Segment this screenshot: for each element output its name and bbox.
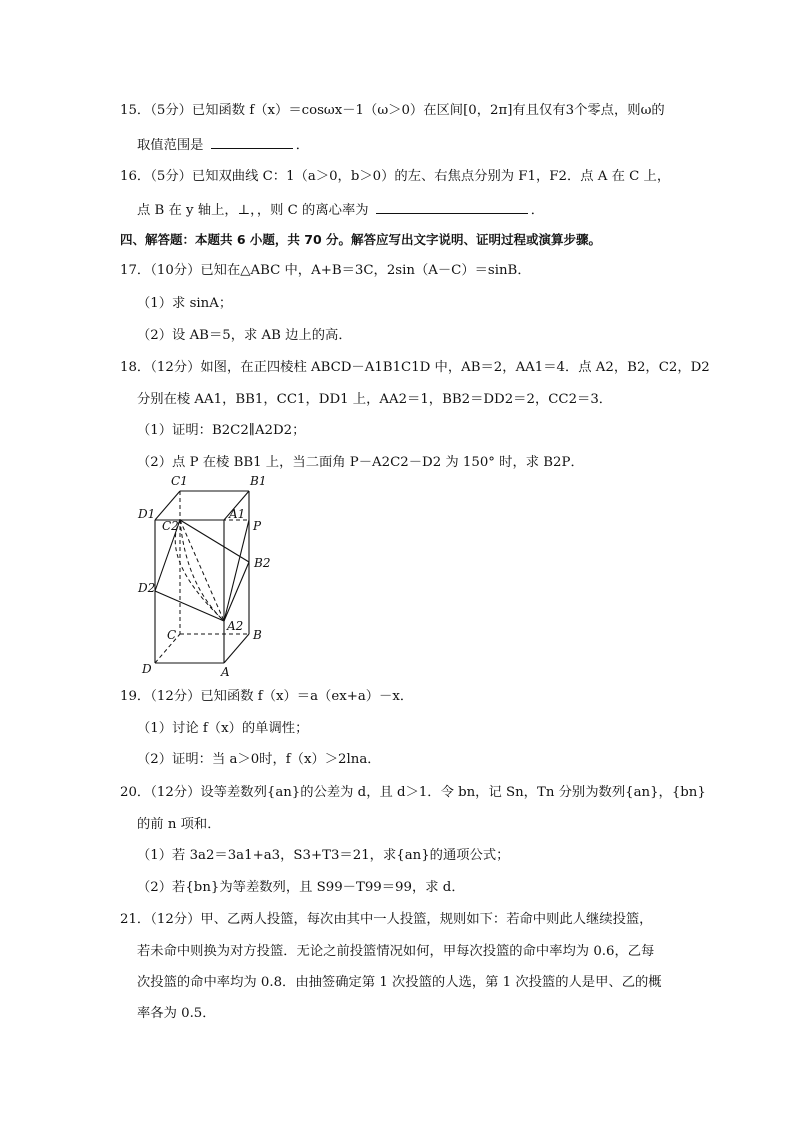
q21-line3: 次投篮的命中率均为 0.8．由抽签确定第 1 次投篮的人选，第 1 次投篮的人是甲、乙的概 [137,975,662,990]
prism-figure [130,468,280,680]
q20-part1: （1）若 3a2＝3a1+a3，S3+T3＝21，求{an}的通项公式； [137,848,510,863]
label-c2: C2 [162,519,179,533]
label-a2: A2 [227,619,244,633]
label-p: P [253,519,262,533]
q16-line2 [137,201,544,219]
q19-part2: （2）证明：当 a＞0时，f（x）＞2lna． [137,752,381,767]
section-heading: 四、解答题：本题共 6 小题，共 70 分。解答应写出文字说明、证明过程或演算步骤。 [120,232,602,247]
q16-answer-blank[interactable] [376,201,528,214]
q20-line2: 的前 n 项和． [137,817,221,832]
q21-line1: 21．（12分）甲、乙两人投篮，每次由其中一人投篮，规则如下：若命中则此人继续投篮， [120,912,653,927]
q19-part1: （1）讨论 f（x）的单调性； [137,721,309,736]
q16-line1: 16．（5分）已知双曲线 C：1（a＞0，b＞0）的左、右焦点分别为 F1，F2．点 A 在 C 上， [120,169,671,184]
label-b2: B2 [254,556,271,570]
q21-line2: 若未命中则换为对方投篮．无论之前投篮情况如何，甲每次投篮的命中率均为 0.6，乙每 [137,944,655,959]
label-d: D [142,662,152,676]
label-b: B [253,628,262,642]
q17-part1: （1）求 sinA； [137,296,233,311]
label-c: C [167,628,177,642]
q20-part2: （2）若{bn}为等差数列，且 S99－T99＝99，求 d． [137,880,465,895]
q18-line1: 18．（12分）如图，在正四棱柱 ABCD－A1B1C1D 中，AB＝2，AA1＝4．点 A2，B2，C2，D2 [120,360,710,375]
q21-line4: 率各为 0.5． [137,1006,216,1021]
q16-text: 点 B 在 y 轴上，⊥，，则 C 的离心率为 [137,203,369,218]
label-b1: B1 [250,474,267,488]
label-a1: A1 [229,507,246,521]
q18-part1: （1）证明：B2C2∥A2D2； [137,423,306,438]
q15-end: ． [295,138,310,153]
q15-text: 取值范围是 [137,138,204,153]
q19-line1: 19．（12分）已知函数 f（x）＝a（ex+a）－x． [120,689,414,704]
q15-line1: 15．（5分）已知函数 f（x）＝cosωx－1（ω＞0）在区间[0，2π]有且仅有3个零点，则ω的 [120,103,665,118]
q17-part2: （2）设 AB＝5，求 AB 边上的高． [137,328,352,343]
q16-end: ． [530,203,545,218]
label-d2: D2 [138,581,156,595]
q15-line2 [137,136,309,154]
label-a: A [221,665,230,679]
q17-line1: 17．（10分）已知在△ABC 中，A+B＝3C，2sin（A－C）＝sinB． [120,263,531,278]
q18-line2: 分别在棱 AA1，BB1，CC1，DD1 上，AA2＝1，BB2＝DD2＝2，CC2＝3． [137,392,613,407]
q20-line1: 20．（12分）设等差数列{an}的公差为 d，且 d＞1．令 bn，记 Sn，Tn 分别为数列{an}，{bn} [120,785,706,800]
q15-answer-blank[interactable] [211,136,293,149]
label-c1: C1 [171,474,188,488]
label-d1: D1 [138,507,156,521]
q18-part2: （2）点 P 在棱 BB1 上，当二面角 P－A2C2－D2 为 150° 时，求 B2P． [137,455,584,470]
